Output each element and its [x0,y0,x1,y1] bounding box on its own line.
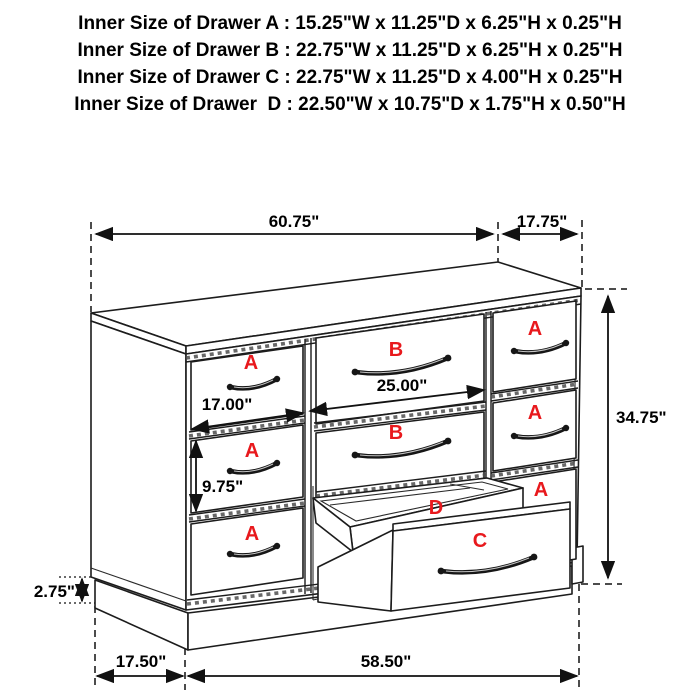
cabinet-left-side-panel [91,321,186,610]
label-drawer-b-2: B [388,422,404,444]
label-drawer-a-right-1: A [527,318,543,340]
dim-base-depth: 17.50" [115,652,167,671]
label-drawer-c: C [472,530,488,552]
dim-drawer-height: 9.75" [202,477,244,496]
label-drawer-a-right-2: A [527,402,543,424]
label-drawer-a-left-1: A [243,352,259,374]
label-drawer-b-1: B [388,339,404,361]
dim-middle-drawer-width: 25.00" [376,376,428,395]
dim-base-width: 58.50" [360,652,412,671]
label-drawer-d: D [428,497,444,519]
legend-line-b: Inner Size of Drawer B : 22.75"W x 11.25"D x 6.25"H x 0.25"H [77,40,623,61]
label-drawer-a-left-3: A [244,523,260,545]
dim-top-width: 60.75" [268,212,320,231]
dim-left-drawer-width: 17.00" [201,395,253,414]
label-drawer-a-right-3: A [533,479,549,501]
dim-top-depth: 17.75" [516,212,568,231]
drawer-a-left-2 [191,425,303,513]
label-drawer-a-left-2: A [244,440,260,462]
legend-line-d: Inner Size of Drawer D : 22.50"W x 10.75"D x 1.75"H x 0.50"H [74,94,626,115]
dim-base-height: 2.75" [33,582,75,601]
legend-line-c: Inner Size of Drawer C : 22.75"W x 11.25"D x 4.00"H x 0.25"H [77,67,623,88]
legend-line-a: Inner Size of Drawer A : 15.25"W x 11.25"D x 6.25"H x 0.25"H [78,13,622,34]
dim-overall-height: 34.75" [616,408,667,427]
